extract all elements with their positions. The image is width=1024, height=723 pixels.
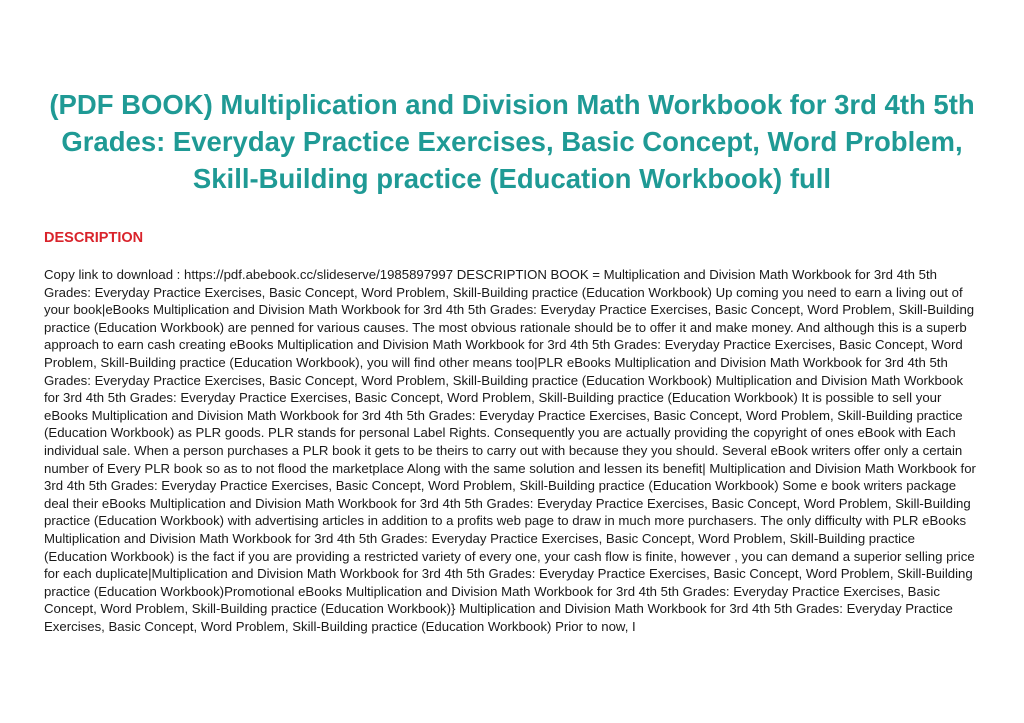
description-body: Copy link to download : https://pdf.abebook.cc/slideserve/1985897997 DESCRIPTION BOOK = Multiplication and Division Math Workbook for 3rd 4th 5th Grades: Everyday Practice Exercises, Basic Concept, Word Problem, Skill-Building practice (Education Workbook) Up coming you need to earn a living out of your book|eBooks Multiplication and Division Math Workbook for 3rd 4th 5th Grades: Everyday Practice Exercises, Basic Concept, Word Problem, Skill-Building practice (Education Workbook) are penned for various causes. The most obvious rationale should be to offer it and make money. And although this is a superb approach to earn cash creating eBooks Multiplication and Division Math Workbook for 3rd 4th 5th Grades: Everyday Practice Exercises, Basic Concept, Word Problem, Skill-Building practice (Education Workbook), you will find other means too|PLR eBooks Multiplication and Division Math Workbook for 3rd 4th 5th Grades: Everyday Practice Exercises, Basic Concept, Word Problem, Skill-Building practice (Education Workbook) Multiplication and Division Math Workbook for 3rd 4th 5th Grades: Everyday Practice Exercises, Basic Concept, Word Problem, Skill-Building practice (Education Workbook) It is possible to sell your eBooks Multiplication and Division Math Workbook for 3rd 4th 5th Grades: Everyday Practice Exercises, Basic Concept, Word Problem, Skill-Building practice (Education Workbook) as PLR goods. PLR stands for personal Label Rights. Consequently you are actually providing the copyright of ones eBook with Each individual sale. When a person purchases a PLR book it gets to be theirs to carry out with because they you should. Several eBook writers offer only a certain number of Every PLR book so as to not flood the marketplace Along with the same solution and lessen its benefit| Multiplication and Division Math Workbook for 3rd 4th 5th Grades: Everyday Practice Exercises, Basic Concept, Word Problem, Skill-Building practice (Education Workbook) Some e book writers package deal their eBooks Multiplication and Division Math Workbook for 3rd 4th 5th Grades: Everyday Practice Exercises, Basic Concept, Word Problem, Skill-Building practice (Education Workbook) with advertising articles in addition to a profits web page to draw in much more purchasers. The only difficulty with PLR eBooks Multiplication and Division Math Workbook for 3rd 4th 5th Grades: Everyday Practice Exercises, Basic Concept, Word Problem, Skill-Building practice (Education Workbook) is the fact if you are providing a restricted variety of every one, your cash flow is finite, however , you can demand a superior selling price for each duplicate|Multiplication and Division Math Workbook for 3rd 4th 5th Grades: Everyday Practice Exercises, Basic Concept, Word Problem, Skill-Building practice (Education Workbook)Promotional eBooks Multiplication and Division Math Workbook for 3rd 4th 5th Grades: Everyday Practice Exercises, Basic Concept, Word Problem, Skill-Building practice (Education Workbook)} Multiplication and Division Math Workbook for 3rd 4th 5th Grades: Everyday Practice Exercises, Basic Concept, Word Problem, Skill-Building practice (Education Workbook) Prior to now, I: [44, 267, 976, 634]
document-title: (PDF BOOK) Multiplication and Division Math Workbook for 3rd 4th 5th Grades: Everyday Practice Exercises, Basic Concept, Word Problem, Skill-Building practice (Education Workbook) full: [49, 89, 975, 194]
description-heading: DESCRIPTION: [44, 230, 144, 246]
